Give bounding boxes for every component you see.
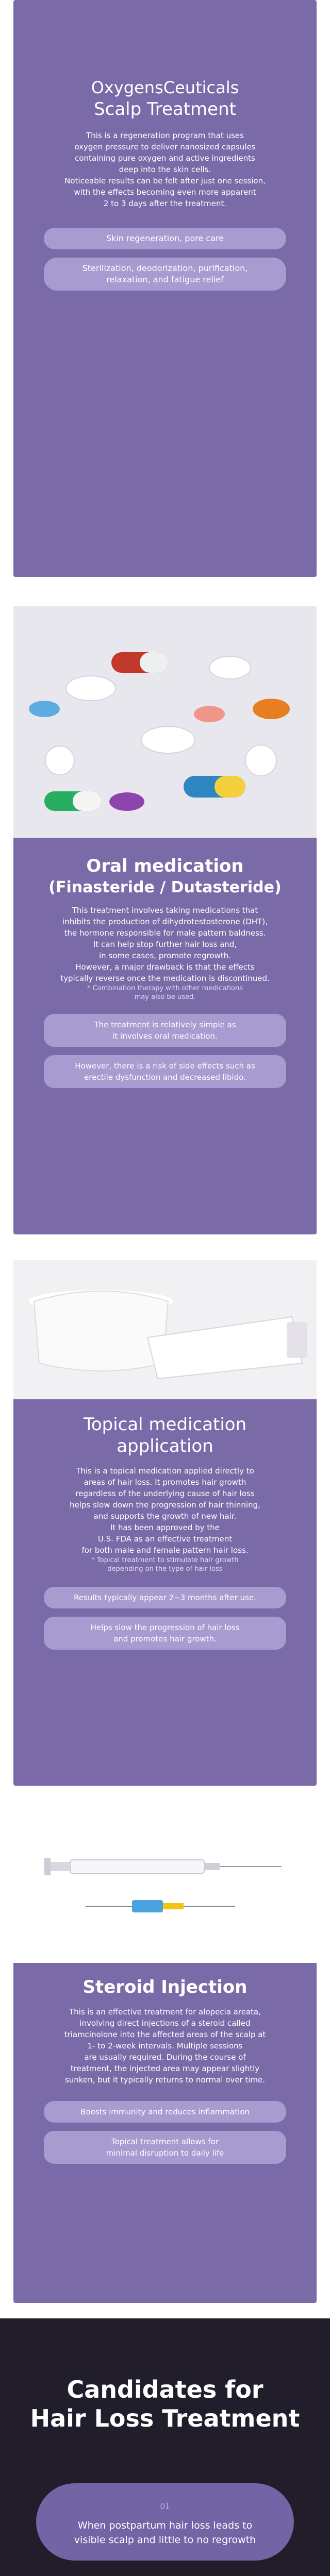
scalp-desc-line: containing pure oxygen and active ingredients bbox=[75, 154, 255, 163]
oral-subtitle: (Finasteride / Dutasteride) bbox=[48, 878, 282, 896]
scalp-treatment-card bbox=[13, 0, 317, 577]
topical-medication-card bbox=[13, 1260, 317, 1786]
steroid-desc-line: This is an effective treatment for alopecia areata, bbox=[69, 2007, 261, 2016]
candidates-title-line: Hair Loss Treatment bbox=[30, 2404, 300, 2432]
pills-photo bbox=[13, 606, 317, 838]
oral-medication-card bbox=[13, 606, 317, 1234]
steroid-benefit-pill bbox=[44, 2101, 286, 2123]
scalp-desc-line: oxygen pressure to deliver nanosized capsules bbox=[74, 142, 256, 151]
scalp-benefit-pill bbox=[44, 228, 286, 249]
oral-desc-line: However, a major drawback is that the effects bbox=[75, 962, 255, 972]
topical-desc-line: This is a topical medication applied directly to bbox=[76, 1466, 254, 1476]
topical-benefit-pill bbox=[44, 1587, 286, 1608]
topical-desc-line: U.S. FDA as an effective treatment bbox=[97, 1534, 233, 1544]
steroid-desc-line: involving direct injections of a steroid called bbox=[79, 2019, 251, 2028]
pill-text: Topical treatment allows for bbox=[111, 2137, 219, 2146]
pill-text: relaxation, and fatigue relief bbox=[106, 275, 224, 284]
oral-desc-line: inhibits the production of dihydrotestosterone (DHT), bbox=[62, 917, 268, 926]
oral-desc-line: in some cases, promote regrowth. bbox=[98, 951, 232, 960]
steroid-desc-line: are usually required. During the course of bbox=[84, 2053, 246, 2062]
oral-desc-line: This treatment involves taking medications that bbox=[72, 906, 258, 915]
oral-title: Oral medication bbox=[86, 856, 244, 876]
pills-illustration bbox=[13, 606, 317, 838]
pill-text: Skin regeneration, pore care bbox=[106, 233, 224, 243]
oral-desc-line: It can help stop further hair loss and, bbox=[93, 940, 237, 949]
steroid-desc-line: sunken, but it typically returns to normal over time. bbox=[64, 2075, 266, 2084]
pill-text: it involves oral medication. bbox=[112, 1031, 218, 1041]
topical-title: Topical medication bbox=[83, 1414, 247, 1435]
topical-desc-line: for both male and female pattern hair loss. bbox=[81, 1546, 249, 1555]
scalp-desc-line: deep into the skin cells. bbox=[119, 165, 211, 174]
scalp-desc-line: Noticeable results can be felt after just one session, bbox=[64, 176, 266, 185]
topical-benefit-pill bbox=[44, 1617, 286, 1650]
topical-desc-line: and supports the growth of new hair. bbox=[93, 1512, 237, 1521]
pill-text: Boosts immunity and reduces inflammation bbox=[80, 2107, 250, 2116]
pill-text: Results typically appear 2~3 months after use. bbox=[74, 1593, 256, 1602]
steroid-injection-card bbox=[13, 1808, 317, 2303]
candidate-text: When postpartum hair loss leads to bbox=[77, 2520, 253, 2531]
pill-text: The treatment is relatively simple as bbox=[94, 1020, 236, 1029]
candidate-number: 01 bbox=[160, 2502, 170, 2511]
steroid-desc-line: triamcinolone into the affected areas of the scalp at bbox=[64, 2030, 266, 2039]
scalp-desc-line: This is a regeneration program that uses bbox=[86, 131, 244, 140]
topical-desc-line: It has been approved by the bbox=[110, 1523, 220, 1532]
scalp-desc-line: with the effects becoming even more apparent bbox=[74, 188, 256, 197]
oral-benefit-pill bbox=[44, 1014, 286, 1047]
candidates-title-line: Candidates for bbox=[67, 2376, 263, 2403]
scalp-title: Scalp Treatment bbox=[94, 99, 236, 120]
cream-tube-illustration bbox=[13, 1260, 317, 1399]
oral-desc-line: the hormone responsible for male pattern baldness. bbox=[64, 928, 266, 938]
tube-photo bbox=[13, 1260, 317, 1399]
pill-text: minimal disruption to daily life bbox=[106, 2148, 224, 2158]
candidates-section bbox=[0, 2318, 330, 2576]
topical-note: depending on the type of hair loss bbox=[107, 1565, 223, 1573]
topical-desc-line: areas of hair loss. It promotes hair growth bbox=[84, 1478, 246, 1487]
candidate-item bbox=[36, 2483, 294, 2561]
pill-text: erectile dysfunction and decreased libido. bbox=[84, 1073, 246, 1082]
steroid-benefit-pill bbox=[44, 2131, 286, 2164]
topical-desc-line: helps slow down the progression of hair thinning, bbox=[70, 1500, 260, 1510]
oral-note: may also be used. bbox=[134, 993, 196, 1001]
oral-risk-pill bbox=[44, 1055, 286, 1088]
syringe-photo bbox=[13, 1808, 317, 1963]
scalp-desc-line: 2 to 3 days after the treatment. bbox=[103, 199, 227, 208]
steroid-desc-line: treatment, the injected area may appear slightly bbox=[70, 2064, 260, 2073]
topical-subtitle: application bbox=[117, 1436, 213, 1456]
steroid-title: Steroid Injection bbox=[82, 1977, 248, 1997]
topical-note: * Topical treatment to stimulate hair growth bbox=[91, 1556, 239, 1564]
steroid-desc-line: 1- to 2-week intervals. Multiple sessions bbox=[87, 2041, 243, 2050]
pill-text: and promotes hair growth. bbox=[113, 1634, 217, 1643]
candidate-text: visible scalp and little to no regrowth bbox=[74, 2534, 256, 2546]
pill-text: Helps slow the progression of hair loss bbox=[90, 1623, 240, 1632]
topical-desc-line: regardless of the underlying cause of hair loss bbox=[75, 1489, 255, 1498]
scalp-benefit-pill bbox=[44, 258, 286, 291]
syringe-illustration bbox=[13, 1808, 317, 1963]
scalp-brand: OxygensCeuticals bbox=[91, 78, 239, 97]
oral-note: * Combination therapy with other medications bbox=[87, 985, 243, 992]
pill-text: Sterilization, deodorization, purification, bbox=[82, 263, 248, 273]
oral-desc-line: typically reverse once the medication is discontinued. bbox=[60, 974, 270, 983]
pill-text: However, there is a risk of side effects such as bbox=[75, 1061, 255, 1071]
